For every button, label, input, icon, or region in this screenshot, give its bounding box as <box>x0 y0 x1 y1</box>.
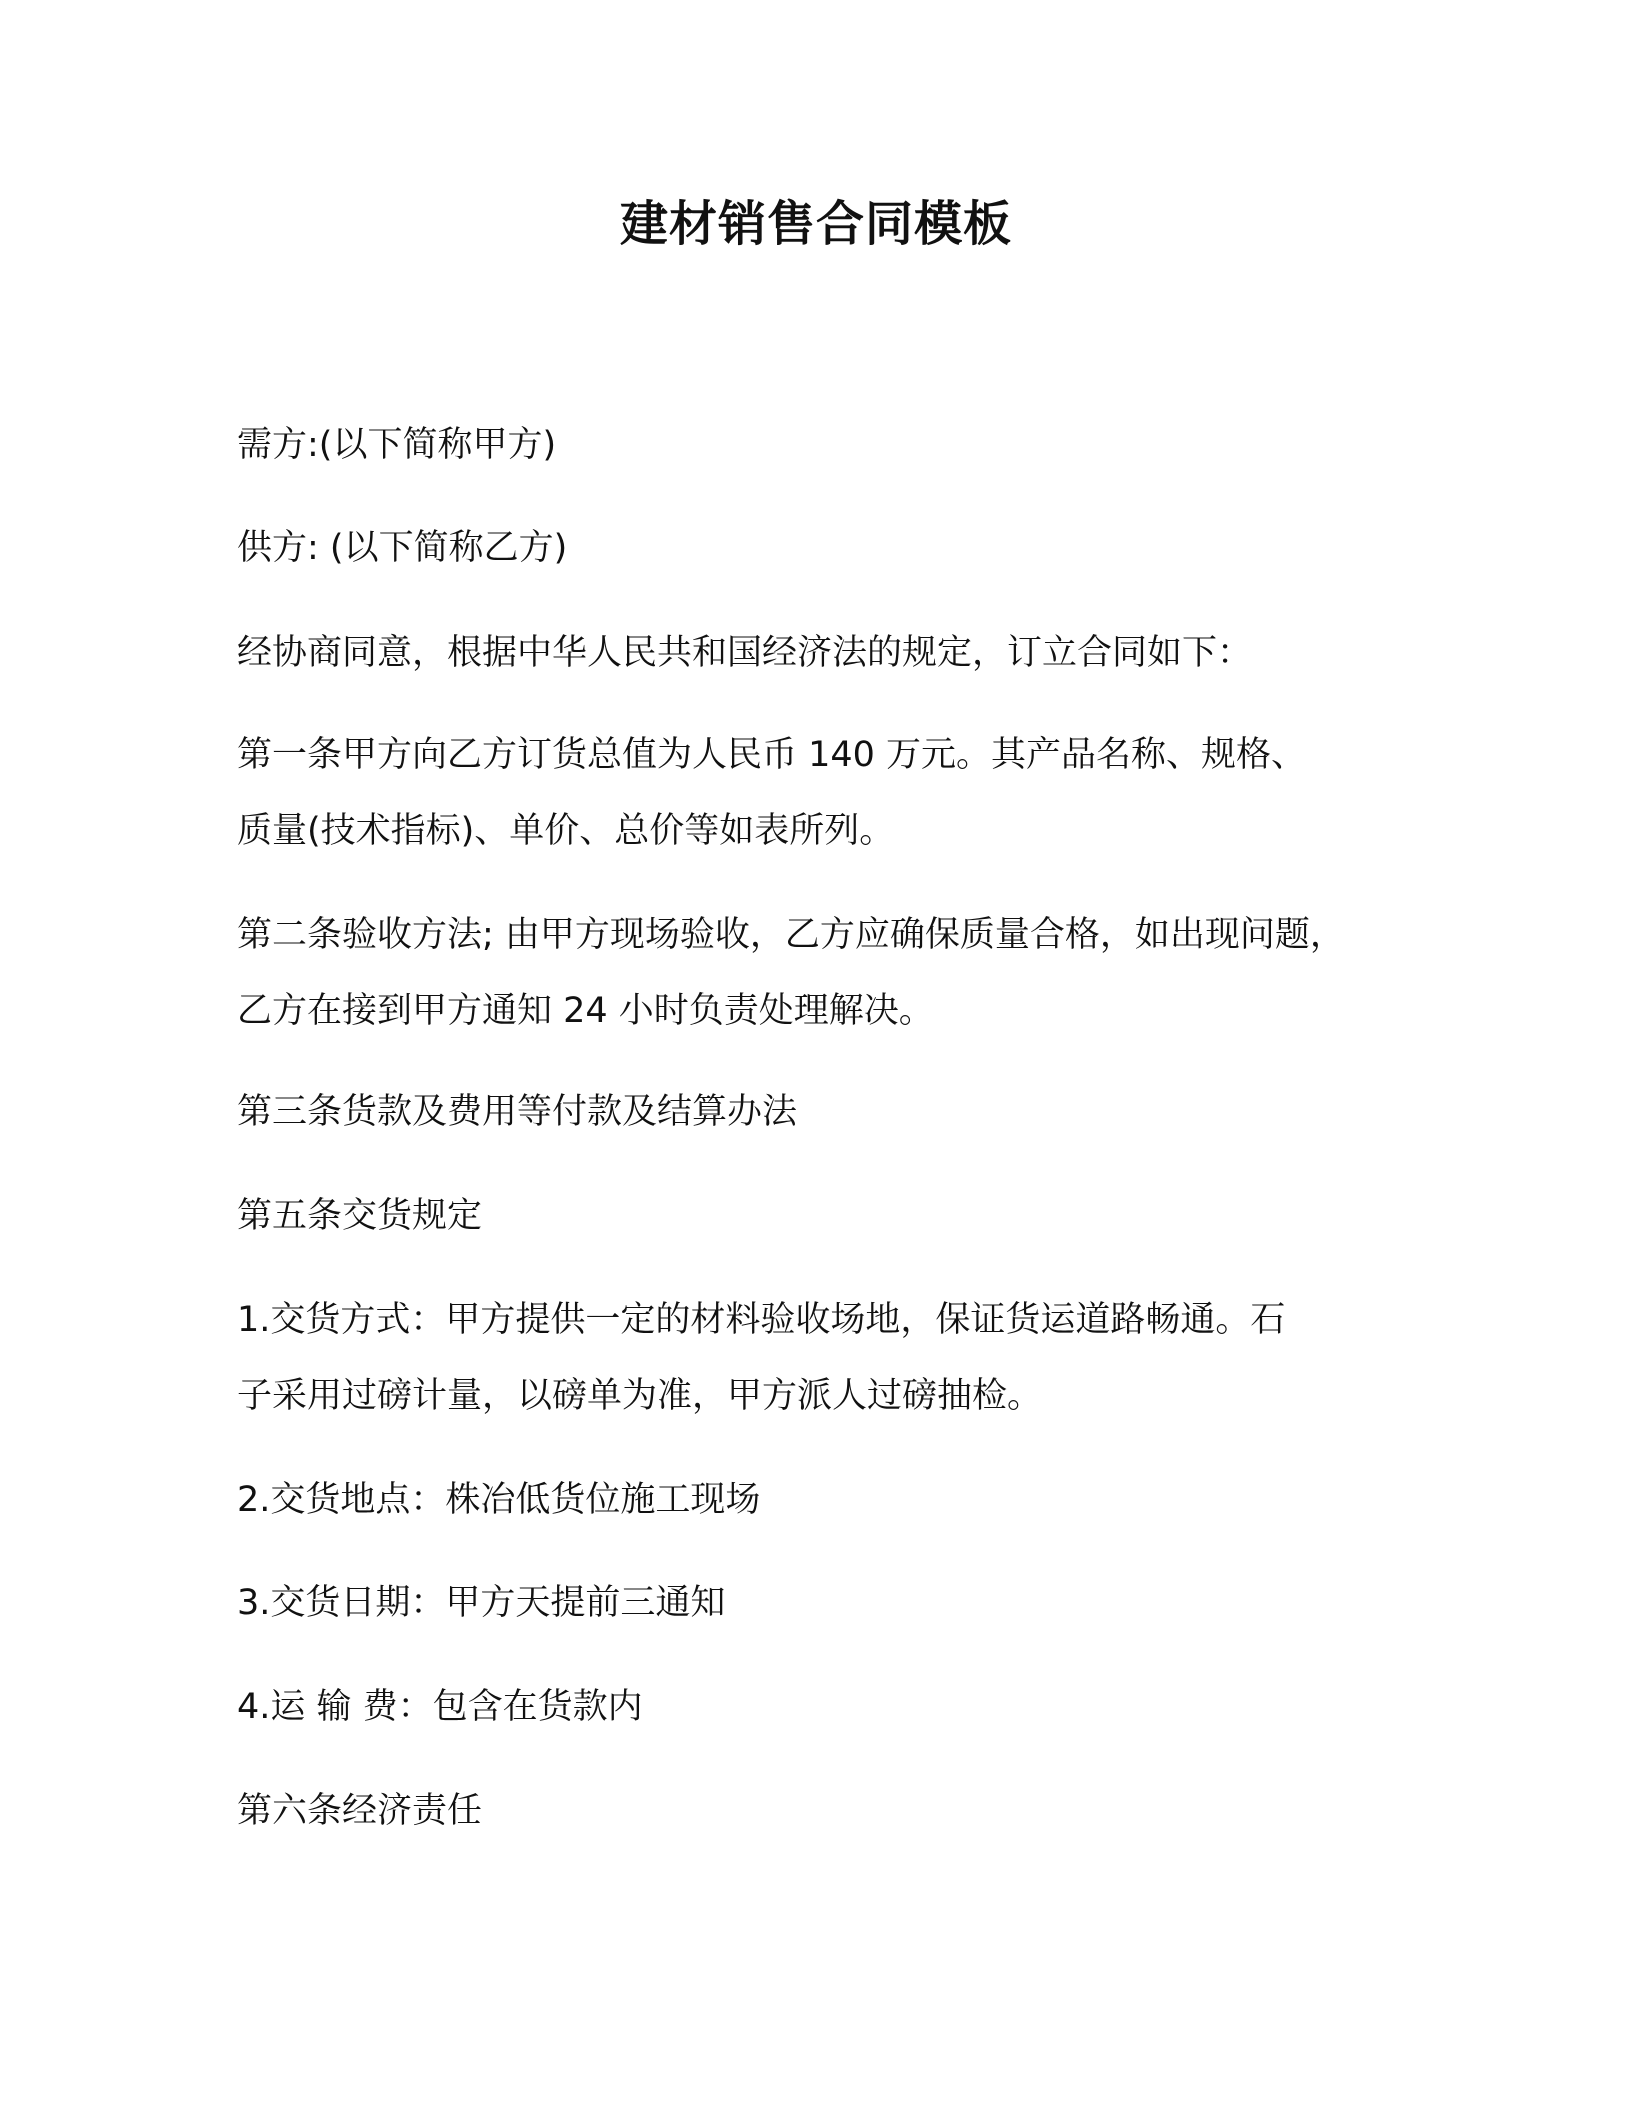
clause-article-1-line-2: 质量(技术指标)、单价、总价等如表所列。 <box>237 811 895 851</box>
clause-article-2-line-1: 第二条验收方法; 由甲方现场验收，乙方应确保质量合格，如出现问题， <box>237 915 1345 955</box>
clause-preamble: 经协商同意，根据中华人民共和国经济法的规定，订立合同如下： <box>237 633 1253 673</box>
clause-article-2-line-2: 乙方在接到甲方通知 24 小时负责处理解决。 <box>237 991 934 1031</box>
clause-article-1-line-1: 第一条甲方向乙方订货总值为人民币 140 万元。其产品名称、规格、 <box>237 735 1307 775</box>
clause-article-6: 第六条经济责任 <box>237 1791 483 1831</box>
clause-seller: 供方: (以下简称乙方) <box>237 528 568 568</box>
clause-delivery-location: 2.交货地点：株冶低货位施工现场 <box>237 1480 761 1520</box>
clause-delivery-method-line-1: 1.交货方式：甲方提供一定的材料验收场地，保证货运道路畅通。石 <box>237 1300 1286 1340</box>
clause-delivery-date: 3.交货日期：甲方天提前三通知 <box>237 1583 726 1623</box>
clause-buyer: 需方:(以下简称甲方) <box>237 425 557 465</box>
document-title: 建材销售合同模板 <box>619 196 1012 252</box>
clause-article-3: 第三条货款及费用等付款及结算办法 <box>237 1092 798 1132</box>
clause-article-5: 第五条交货规定 <box>237 1196 483 1236</box>
clause-delivery-method-line-2: 子采用过磅计量，以磅单为准，甲方派人过磅抽检。 <box>237 1376 1043 1416</box>
clause-freight: 4.运 输 费：包含在货款内 <box>237 1687 643 1727</box>
